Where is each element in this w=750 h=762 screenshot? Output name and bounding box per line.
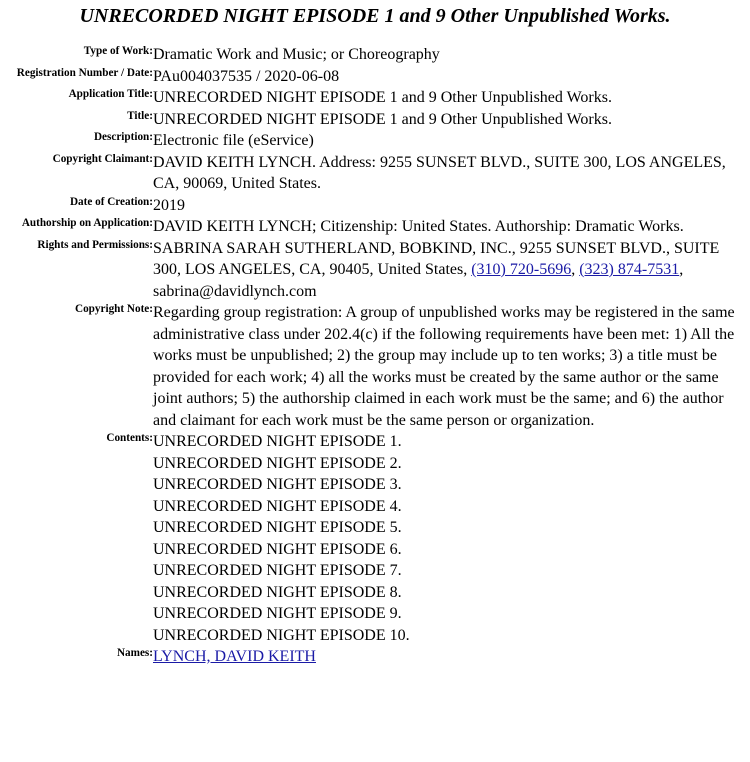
rights-label: Rights and Permissions:: [37, 238, 153, 251]
contents-item: UNRECORDED NIGHT EPISODE 2.: [153, 454, 402, 472]
row-title: [0, 109, 740, 131]
type-of-work-label: Type of Work:: [83, 45, 153, 57]
row-date-of-creation: [0, 195, 740, 217]
row-application-title: [0, 87, 740, 109]
title-label: Title:: [127, 109, 153, 122]
contents-list: [153, 431, 740, 646]
rights-text: SABRINA SARAH SUTHERLAND, BOBKIND, INC., 9255 SUNSET BLVD., SUITE 300, LOS ANGELES, CA, 90405, United States,: [153, 239, 720, 278]
contents-item: UNRECORDED NIGHT EPISODE 1.: [153, 433, 402, 450]
row-rights: [0, 238, 740, 303]
row-names: [0, 646, 740, 668]
application-title-value: UNRECORDED NIGHT EPISODE 1 and 9 Other Unpublished Works.: [153, 89, 612, 106]
contents-item: UNRECORDED NIGHT EPISODE 6.: [153, 540, 402, 558]
application-title-label: Application Title:: [68, 88, 153, 100]
rights-separator: ,: [571, 261, 580, 278]
copyright-note-value: Regarding group registration: A group of unpublished works may be registered in the same administrative class under 202.4(c) if the following requirements have been met: 1) All the works must be unpublished; 2) the group may include up to ten works; 3) a title must be provided for each work; 4) all the works must be created by the same author or the same joint authors; 5) the authorship claimed in each work must be the same; and 6) the author and claimant for each work must be the same person or organization.: [153, 304, 735, 429]
names-value: [153, 646, 740, 668]
copyright-claimant-label: Copyright Claimant:: [52, 152, 153, 165]
row-contents: [0, 431, 740, 646]
phone-link-1[interactable]: (310) 720-5696: [471, 261, 572, 278]
rights-value: [153, 238, 740, 303]
registration-value: PAu004037535 / 2020-06-08: [153, 67, 340, 85]
copyright-claimant-value: DAVID KEITH LYNCH. Address: 9255 SUNSET BLVD., SUITE 300, LOS ANGELES, CA, 90069, United States.: [153, 153, 726, 192]
rights-email-text: , sabrina@davidlynch.com: [153, 261, 684, 300]
row-registration: [0, 66, 740, 88]
contents-item: UNRECORDED NIGHT EPISODE 3.: [153, 476, 402, 493]
row-description: [0, 130, 740, 152]
row-copyright-note: [0, 302, 740, 431]
row-type-of-work: [0, 44, 740, 66]
date-of-creation-label: Date of Creation:: [69, 195, 153, 208]
authorship-value: DAVID KEITH LYNCH; Citizenship: United States. Authorship: Dramatic Works.: [153, 218, 684, 235]
registration-label: Registration Number / Date:: [16, 66, 153, 79]
page-title: UNRECORDED NIGHT EPISODE 1 and 9 Other Unpublished Works.: [79, 5, 671, 27]
contents-item: UNRECORDED NIGHT EPISODE 9.: [153, 605, 402, 622]
title-value: UNRECORDED NIGHT EPISODE 1 and 9 Other Unpublished Works.: [153, 110, 612, 128]
date-of-creation-value: 2019: [153, 196, 185, 214]
authorship-label: Authorship on Application:: [21, 217, 153, 229]
record-table: [0, 44, 740, 668]
contents-item: UNRECORDED NIGHT EPISODE 10.: [153, 626, 410, 644]
type-of-work-value: Dramatic Work and Music; or Choreography: [153, 46, 440, 63]
copyright-note-label: Copyright Note:: [75, 303, 153, 315]
contents-item: UNRECORDED NIGHT EPISODE 8.: [153, 583, 402, 601]
phone-link-2[interactable]: (323) 874-7531: [579, 261, 680, 278]
description-label: Description:: [93, 131, 153, 143]
row-authorship: [0, 216, 740, 238]
name-link[interactable]: LYNCH, DAVID KEITH: [153, 648, 316, 665]
contents-item: UNRECORDED NIGHT EPISODE 4.: [153, 497, 402, 515]
names-label: Names:: [116, 647, 153, 659]
description-value: Electronic file (eService): [153, 132, 314, 149]
contents-item: UNRECORDED NIGHT EPISODE 7.: [153, 562, 402, 579]
contents-label: Contents:: [106, 432, 153, 444]
row-copyright-claimant: [0, 152, 740, 195]
contents-item: UNRECORDED NIGHT EPISODE 5.: [153, 519, 402, 536]
